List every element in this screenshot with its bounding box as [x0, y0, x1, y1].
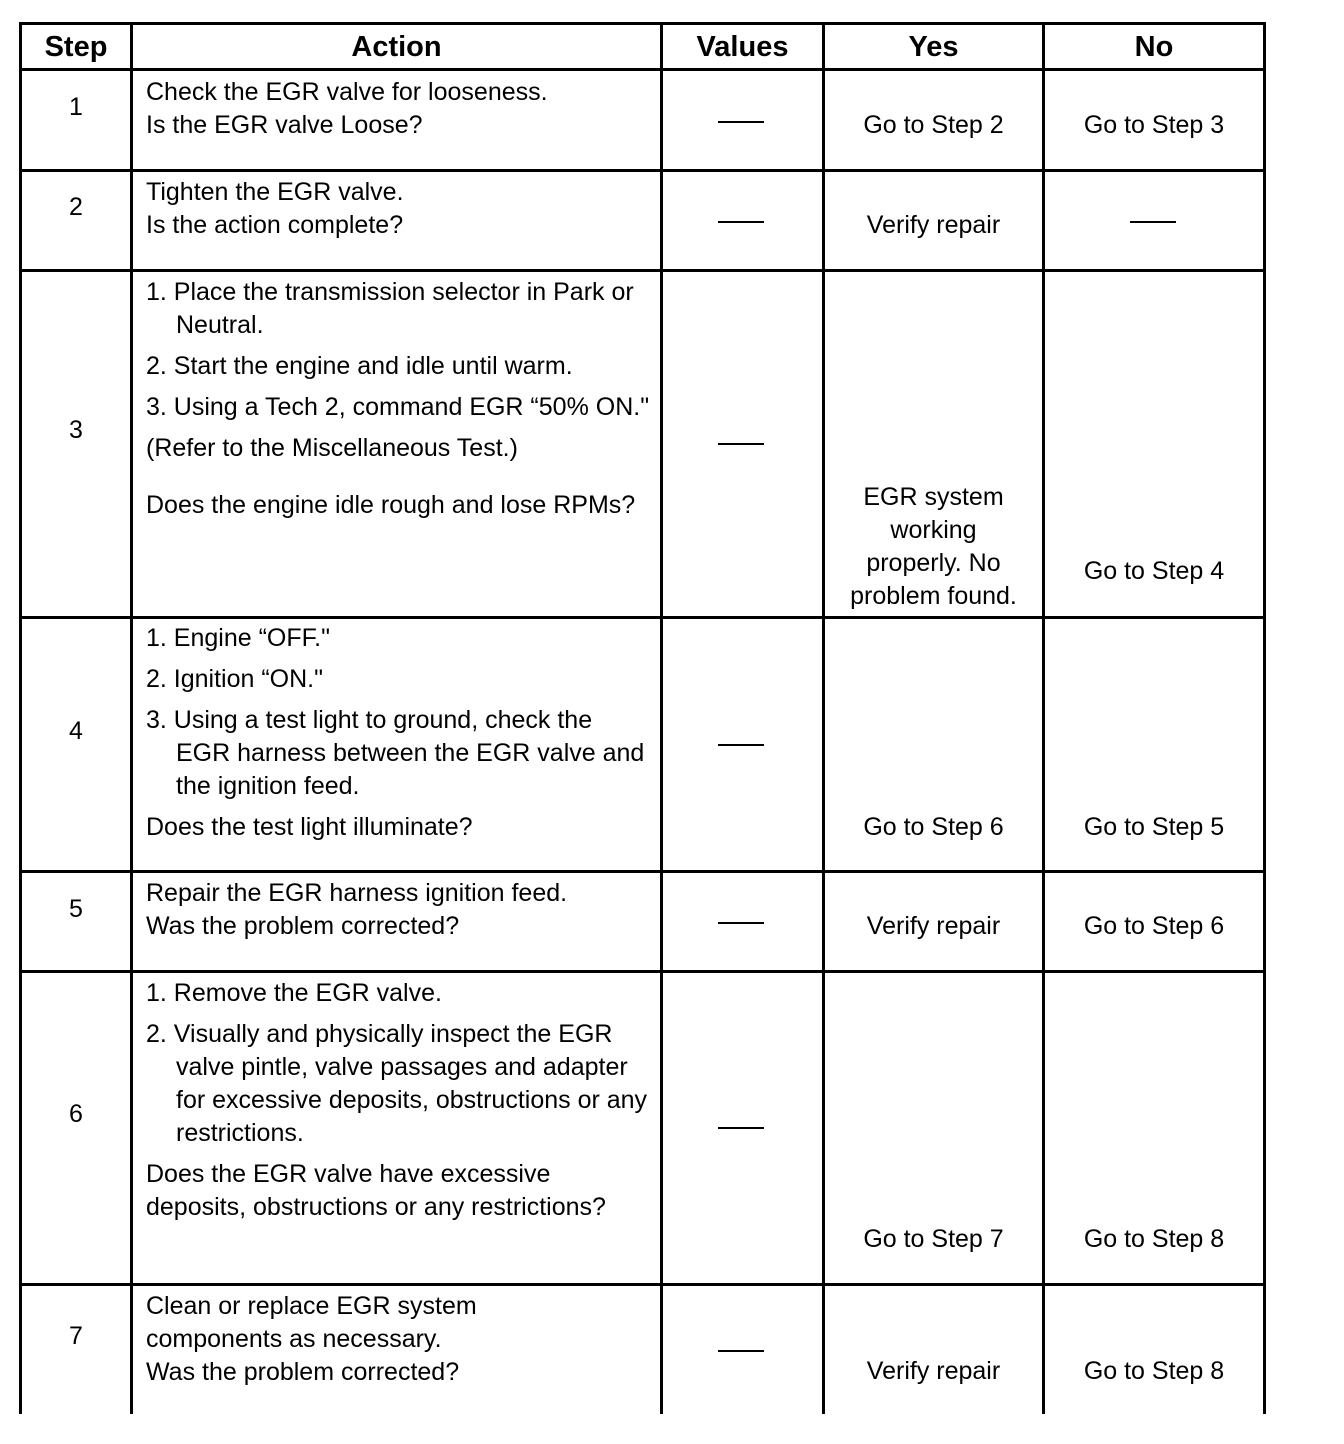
no-dash: [1130, 221, 1176, 223]
step-number: 1: [69, 93, 83, 121]
action-item: 2. Visually and physically inspect the EGR valve pintle, valve passages and adapter for excessive deposits, obstructions or any restrictions.: [146, 1020, 648, 1147]
table-border-top: [19, 22, 1266, 25]
value-dash: [718, 443, 764, 445]
yes-answer: Verify repair: [866, 912, 1001, 940]
value-dash: [718, 121, 764, 123]
action-item: 3. Using a Tech 2, command EGR “50% ON.": [146, 393, 650, 421]
yes-answer: Go to Step 2: [863, 111, 1004, 139]
yes-line: problem found.: [850, 582, 1017, 610]
header-yes: Yes: [908, 31, 959, 63]
action-item: 1. Place the transmission selector in Park or Neutral.: [146, 278, 634, 339]
yes-answer: Go to Step 7: [863, 1225, 1004, 1253]
header-no: No: [1134, 31, 1174, 63]
action-line: Tighten the EGR valve.: [146, 178, 404, 206]
yes-answer: [825, 481, 1042, 613]
action-line: Repair the EGR harness ignition feed.: [146, 879, 568, 907]
action-line: Is the action complete?: [146, 211, 404, 239]
header-action: Action: [351, 31, 442, 63]
action-line: Was the problem corrected?: [146, 1358, 460, 1386]
step-number: 4: [69, 717, 83, 745]
yes-answer: Verify repair: [866, 211, 1001, 239]
action-item: 1. Remove the EGR valve.: [146, 979, 442, 1007]
row-divider: [19, 1283, 1266, 1286]
action-item: 3. Using a test light to ground, check the EGR harness between the EGR valve and the ignition feed.: [146, 706, 645, 800]
header-step: Step: [44, 31, 108, 63]
action-line: Is the EGR valve Loose?: [146, 111, 423, 139]
no-answer: Go to Step 8: [1083, 1357, 1225, 1385]
action-line: components as necessary.: [146, 1325, 442, 1353]
action-line: Check the EGR valve for looseness.: [146, 78, 548, 106]
yes-answer: Verify repair: [866, 1357, 1001, 1385]
yes-line: working: [890, 516, 977, 544]
action-question: Does the test light illuminate?: [146, 813, 473, 841]
yes-line: EGR system: [863, 483, 1004, 511]
row-divider: [19, 970, 1266, 973]
diagnostic-table: [19, 22, 1266, 1414]
action-text: [146, 877, 651, 943]
step-number: 3: [69, 416, 83, 444]
no-answer: Go to Step 8: [1083, 1225, 1225, 1253]
row-divider: [19, 870, 1266, 873]
column-divider: [1042, 22, 1045, 1414]
action-note: (Refer to the Miscellaneous Test.): [146, 434, 518, 462]
action-line: Clean or replace EGR system: [146, 1292, 477, 1320]
header-values: Values: [696, 31, 789, 63]
no-answer: Go to Step 5: [1083, 813, 1225, 841]
action-text: [146, 176, 646, 242]
value-dash: [718, 922, 764, 924]
action-question: Does the EGR valve have excessive deposits, obstructions or any restrictions?: [146, 1160, 606, 1221]
no-answer: Go to Step 6: [1083, 912, 1225, 940]
step-number: 6: [69, 1100, 83, 1128]
yes-answer: Go to Step 6: [863, 813, 1004, 841]
no-answer: Go to Step 3: [1083, 111, 1225, 139]
value-dash: [718, 1350, 764, 1352]
value-dash: [718, 1127, 764, 1129]
action-line: Was the problem corrected?: [146, 912, 460, 940]
no-answer: Go to Step 4: [1083, 557, 1225, 585]
row-divider: [19, 269, 1266, 272]
header-divider: [19, 68, 1266, 71]
action-item: 2. Ignition “ON.": [146, 665, 324, 693]
action-text: [146, 276, 651, 522]
yes-line: properly. No: [866, 549, 1001, 577]
column-divider: [660, 22, 663, 1414]
action-text: [146, 977, 651, 1224]
action-text: [146, 1290, 651, 1389]
row-divider: [19, 616, 1266, 619]
action-item: 1. Engine “OFF.": [146, 624, 330, 652]
step-number: 2: [69, 193, 83, 221]
value-dash: [718, 744, 764, 746]
action-item: 2. Start the engine and idle until warm.: [146, 352, 573, 380]
column-divider: [1263, 22, 1266, 1414]
step-number: 7: [69, 1322, 83, 1350]
step-number: 5: [69, 895, 83, 923]
action-text: [146, 622, 651, 844]
action-question: Does the engine idle rough and lose RPMs?: [146, 491, 636, 519]
row-divider: [19, 169, 1266, 172]
value-dash: [718, 221, 764, 223]
column-divider: [130, 22, 133, 1414]
action-text: [146, 76, 646, 142]
